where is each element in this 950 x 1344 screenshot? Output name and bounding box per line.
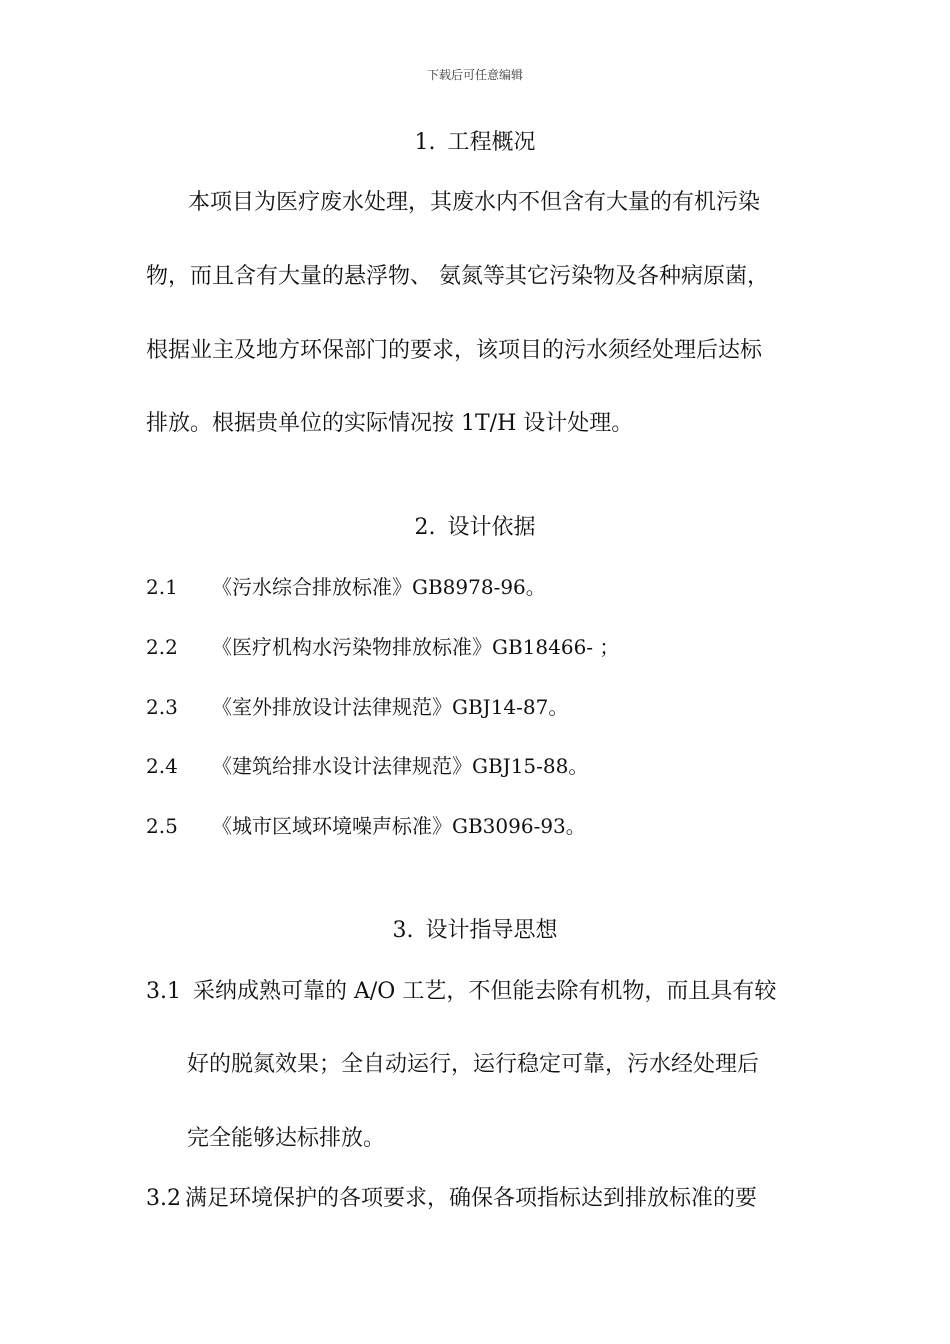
- section-3-title: 设计指导思想: [425, 918, 558, 943]
- section-1-heading: [0, 125, 950, 156]
- list-item: [146, 691, 568, 720]
- list-item-continuation: 好的脱氮效果；全自动运行，运行稳定可靠，污水经处理后: [187, 1052, 760, 1077]
- section-1-title: 工程概况: [447, 130, 536, 155]
- list-item: [146, 1181, 757, 1212]
- section-1-number: 1.: [414, 130, 436, 155]
- section-1-line-4: 排放。根据贵单位的实际情况按 1T/H 设计处理。: [146, 411, 634, 436]
- list-item: [146, 631, 619, 660]
- section-2-number: 2.: [414, 515, 436, 540]
- list-item-number: 2.4: [146, 754, 178, 778]
- list-item: [146, 810, 586, 839]
- section-3-number: 3.: [392, 918, 414, 943]
- list-item: [146, 750, 588, 779]
- section-2-title: 设计依据: [447, 515, 536, 540]
- list-item-text: 满足环境保护的各项要求，确保各项指标达到排放标准的要: [185, 1186, 758, 1211]
- list-item-continuation: 完全能够达标排放。: [187, 1126, 386, 1151]
- section-2-heading: [0, 510, 950, 541]
- list-item-number: 3.1: [146, 979, 181, 1004]
- list-item-number: 2.2: [146, 635, 178, 659]
- section-1-line-1: 本项目为医疗废水处理，其废水内不但含有大量的有机污染: [188, 190, 761, 215]
- list-item-number: 2.3: [146, 695, 178, 719]
- list-item-number: 2.1: [146, 575, 178, 599]
- list-item: [146, 571, 546, 600]
- list-item-number: 2.5: [146, 814, 178, 838]
- list-item-text: 《室外排放设计法律规范》GBJ14-87。: [212, 695, 569, 719]
- section-1-line-2: 物，而且含有大量的悬浮物、 氨氮等其它污染物及各种病原菌，: [146, 264, 769, 289]
- list-item-number: 3.2: [146, 1186, 181, 1211]
- list-item-text: 《医疗机构水污染物排放标准》GB18466- ；: [212, 635, 620, 659]
- page-header-note: 下载后可任意编辑: [426, 68, 523, 82]
- list-item-text: 采纳成熟可靠的 A/O 工艺，不但能去除有机物，而且具有较: [193, 979, 777, 1004]
- section-1-line-3: 根据业主及地方环保部门的要求，该项目的污水须经处理后达标: [146, 338, 763, 363]
- list-item-text: 《城市区域环境噪声标准》GB3096-93。: [212, 814, 586, 838]
- list-item: [146, 974, 776, 1005]
- list-item-text: 《建筑给排水设计法律规范》GBJ15-88。: [212, 754, 589, 778]
- list-item-text: 《污水综合排放标准》GB8978-96。: [212, 575, 546, 599]
- section-3-heading: [0, 913, 950, 944]
